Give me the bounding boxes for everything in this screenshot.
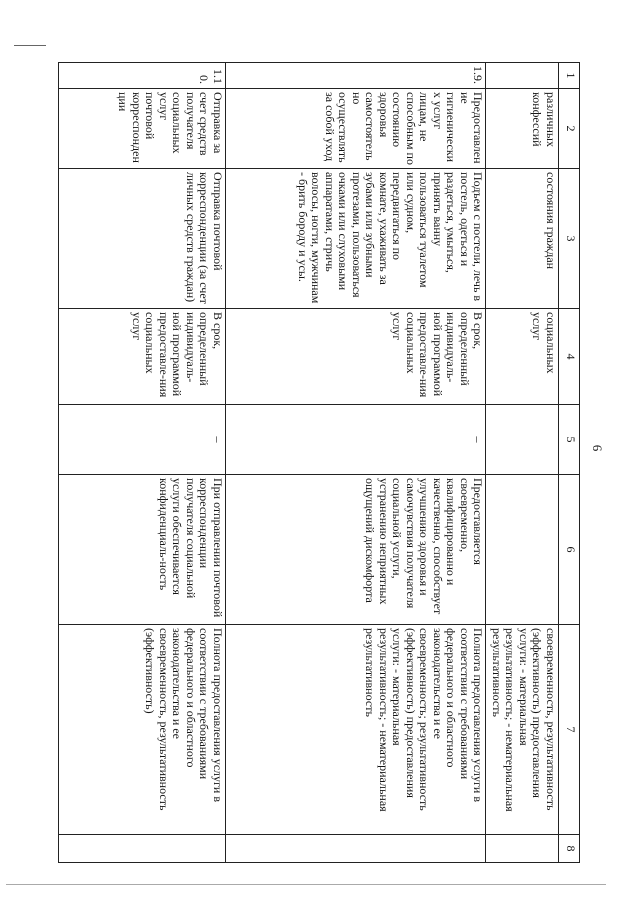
header-cell-7: 7 [558,625,579,835]
service-description: Подъем с постели, лечь в постель, одеться и раздеться, умыться, принять ванну пользоваться туалетом или судном, передвигаться по комнате, ухаживать за зубами или зубными протезами, пользоваться очками или слуховыми аппаратами, стричь волосы, ногти, мужчинам - брить бороду и усы. [225,169,486,309]
header-cell-3: 3 [558,169,579,309]
service-name: Отправка за счет средств получателя социальных услуг почтовой корреспонденции [59,89,226,169]
header-cell-1: 1 [558,63,579,89]
service-col8 [225,835,486,863]
service-evaluation: Полнота предоставления услуги в соответствии с требованиями федерального и областного законодательства и ее своевременность; результативность (эффективность) предоставления услуги: - материальная результативность; - нематериальная результативность [225,625,486,835]
service-name: Предоставление гигиенических услуг лицам, не способным по состоянию здоровья самостоятельно осуществлять за собой уход [225,89,486,169]
scan-mark-top [14,45,46,46]
continuation-col8 [486,835,558,863]
header-row [558,63,579,863]
service-evaluation: Полнота предоставления услуги в соответствии с требованиями федерального и областного законодательства и ее своевременность, результативность (эффективность) [59,625,226,835]
continuation-description: состояния граждан [486,169,558,309]
header-cell-4: 4 [558,309,579,405]
scan-edge-line [6,884,606,885]
continuation-conditions [486,475,558,625]
service-conditions: При отправлении почтовой корреспонденции получателя социальной услуги обеспечивается конфиденциаль-ность [59,475,226,625]
header-cell-5: 5 [558,405,579,475]
continuation-term: социальных услуг [486,309,558,405]
table-row [225,63,486,863]
service-cost: – [59,405,226,475]
header-cell-2: 2 [558,89,579,169]
document-table-rotated [58,62,580,862]
service-description: Отправка почтовой корреспонденции (за счет личных средств граждан) [59,169,226,309]
service-cost: – [225,405,486,475]
services-table [58,62,580,863]
table-row [59,63,226,863]
header-cell-8: 8 [558,835,579,863]
header-cell-6: 6 [558,475,579,625]
continuation-cost [486,405,558,475]
service-conditions: Предоставляется своевременно, квалифицированно и качественно, способствует улучшению здоровья и самочувствия получателя социальной услуги, устранению неприятных ощущений дискомфорта [225,475,486,625]
service-col8 [59,835,226,863]
service-term: В срок, определенный индивидуаль-ной программой предоставле-ния социальных услуг [225,309,486,405]
page-number: 6 [590,444,605,452]
row-number: 1.9. [225,63,486,89]
continuation-evaluation: своевременность, результативность (эффективность) предоставления услуги: - материальная результативность; - нематериальная результативность [486,625,558,835]
row-number: 1.10. [59,63,226,89]
service-term: В срок, определенный индивидуаль-ной программой предоставле-ния социальных услуг [59,309,226,405]
continuation-service-name: различных конфессий [486,89,558,169]
continuation-row [486,63,558,863]
continuation-number [486,63,558,89]
